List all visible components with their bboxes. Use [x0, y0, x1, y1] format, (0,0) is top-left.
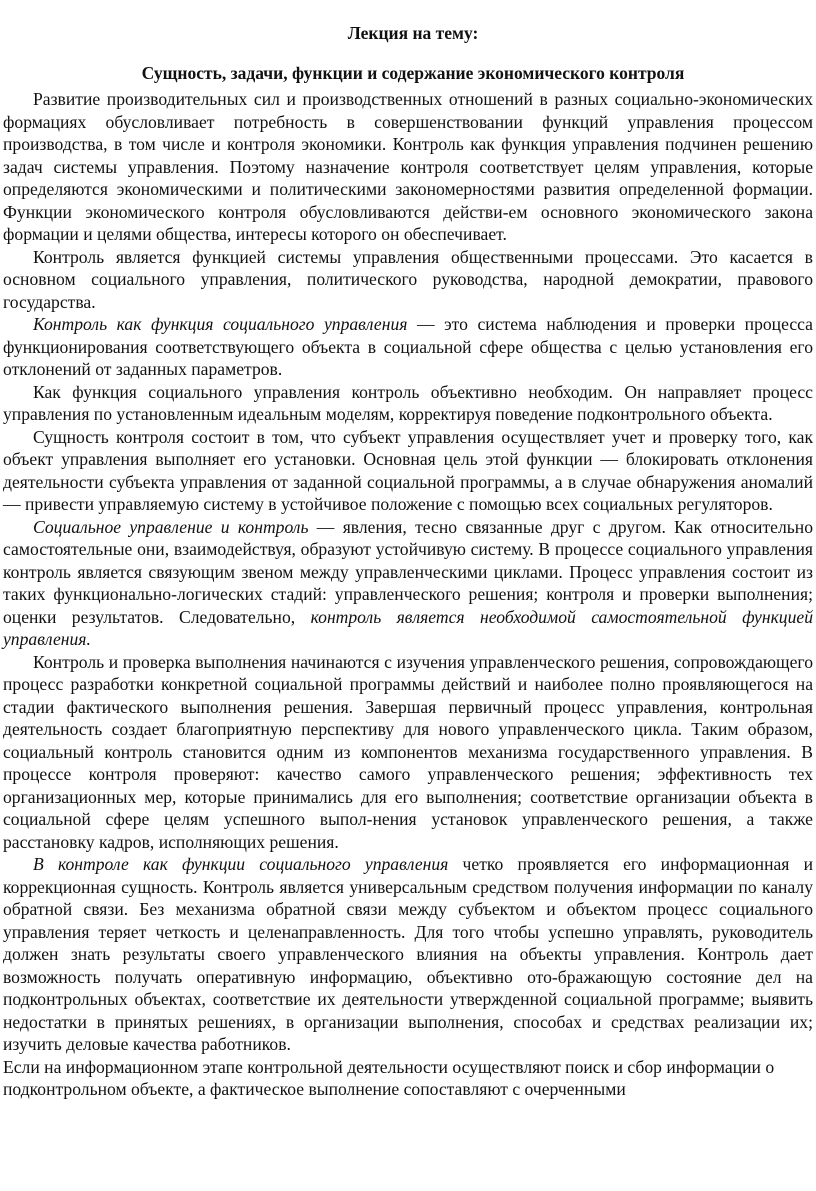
- paragraph-6-text: — явления, тесно связанные друг с другом. Как относительно самостоятельные они, взаимодействуя, образуют устойчивую систему. В процессе социального управления контроль является связующим звеном между управленческими циклами. Процесс управления состоит из таких функционально-логических стадий: управленческого решения; контроля и проверки выполнения; оценки результатов. Следовательно,: [3, 516, 813, 627]
- paragraph-7: Контроль и проверка выполнения начинаются с изучения управленческого решения, сопровождающего процесс разработки конкретной социальной программы действий и наиболее полно проявляющегося на стадии фактического выполнения решения. Завершая первичный процесс управления, контрольная деятельность создает благоприятную перспективу для нового управленческого цикла. Таким образом, социальный контроль становится одним из компонентов механизма государственного управления. В процессе контроля проверяют: качество самого управленческого решения; эффективность тех организационных мер, которые принимались для его выполнения; соответствие организации объекта в социальной сфере целям успешного выпол-нения установок управленческого решения, а также расстановку кадров, исполняющих решения.: [3, 651, 813, 852]
- paragraph-1: Развитие производительных сил и производственных отношений в разных социально-экономических формациях обусловливает потребность в совершенствовании функций управления процессом производства, в том числе и контроля экономики. Контроль как функция управления подчинен решению задач системы управления. Поэтому назначение контроля соответствует целям управления, которые определяются экономическими и политическими закономерностями развития определенной формации. Функции экономического контроля обусловливаются действи-ем основного экономического закона формации и целями общества, интересы которого он обеспечивает.: [3, 89, 813, 244]
- paragraph-8-emphasis: В контроле как функции социального управления: [33, 854, 449, 874]
- paragraph-8: [3, 853, 813, 1056]
- paragraph-2: Контроль является функцией системы управления общественными процессами. Это касается в основном социального управления, политического руководства, народной демократии, правового государства.: [3, 246, 813, 312]
- paragraph-3: [3, 313, 813, 381]
- paragraph-5: Сущность контроля состоит в том, что субъект управления осуществляет учет и проверку того, как объект управления выполняет его установки. Основная цель этой функции — блокировать отклонения деятельности субъекта управления от заданной социальной программы, а в случае обнаружения аномалий — привести управляемую систему в устойчивое положение с помощью всех социальных регуляторов.: [3, 426, 813, 514]
- page-title: Лекция на тему:: [347, 23, 479, 43]
- paragraph-4: Как функция социального управления контроль объективно необходим. Он направляет процесс управления по установленным идеальным моделям, корректируя поведение подконтрольного объекта.: [3, 381, 813, 424]
- paragraph-8-text: четко проявляется его информационная и коррекционная сущность. Контроль является универсальным средством получения информации по каналу обратной связи. Без механизма обратной связи между субъектом и объектом процесс социального управления теряет четкость и целенаправленность. Для того чтобы успешно управлять, руководитель должен знать результаты своего управленческого влияния на объекты управления. Контроль дает возможность получать оперативную информацию, объективно ото-бражающую состояние дел на подконтрольных объектах, соответствие их деятельности утвержденной социальной программе; выявить недостатки в принятых решениях, в организации выполнения, способах и средствах реализации их; изучить деловые качества работников.: [3, 854, 813, 1054]
- paragraph-6-emphasis: Социальное управление и контроль: [33, 516, 309, 537]
- paragraph-3-emphasis: Контроль как функция социального управления: [33, 314, 408, 334]
- paragraph-3-text: — это система наблюдения и проверки процесса функционирования соответствующего объекта в социальной сфере общества с целью установления его отклонений от заданных параметров.: [3, 314, 813, 379]
- lecture-subtitle: Сущность, задачи, функции и содержание экономического контроля: [141, 63, 685, 83]
- paragraph-6: [3, 516, 813, 651]
- paragraph-9: Если на информационном этапе контрольной деятельности осуществляют поиск и сбор информации о подконтрольном объекте, а фактическое выполнение сопоставляют с очерченными: [3, 1056, 775, 1099]
- paragraph-6-emphasis-2: контроль является необходимой самостоятельной функцией управления.: [3, 606, 813, 649]
